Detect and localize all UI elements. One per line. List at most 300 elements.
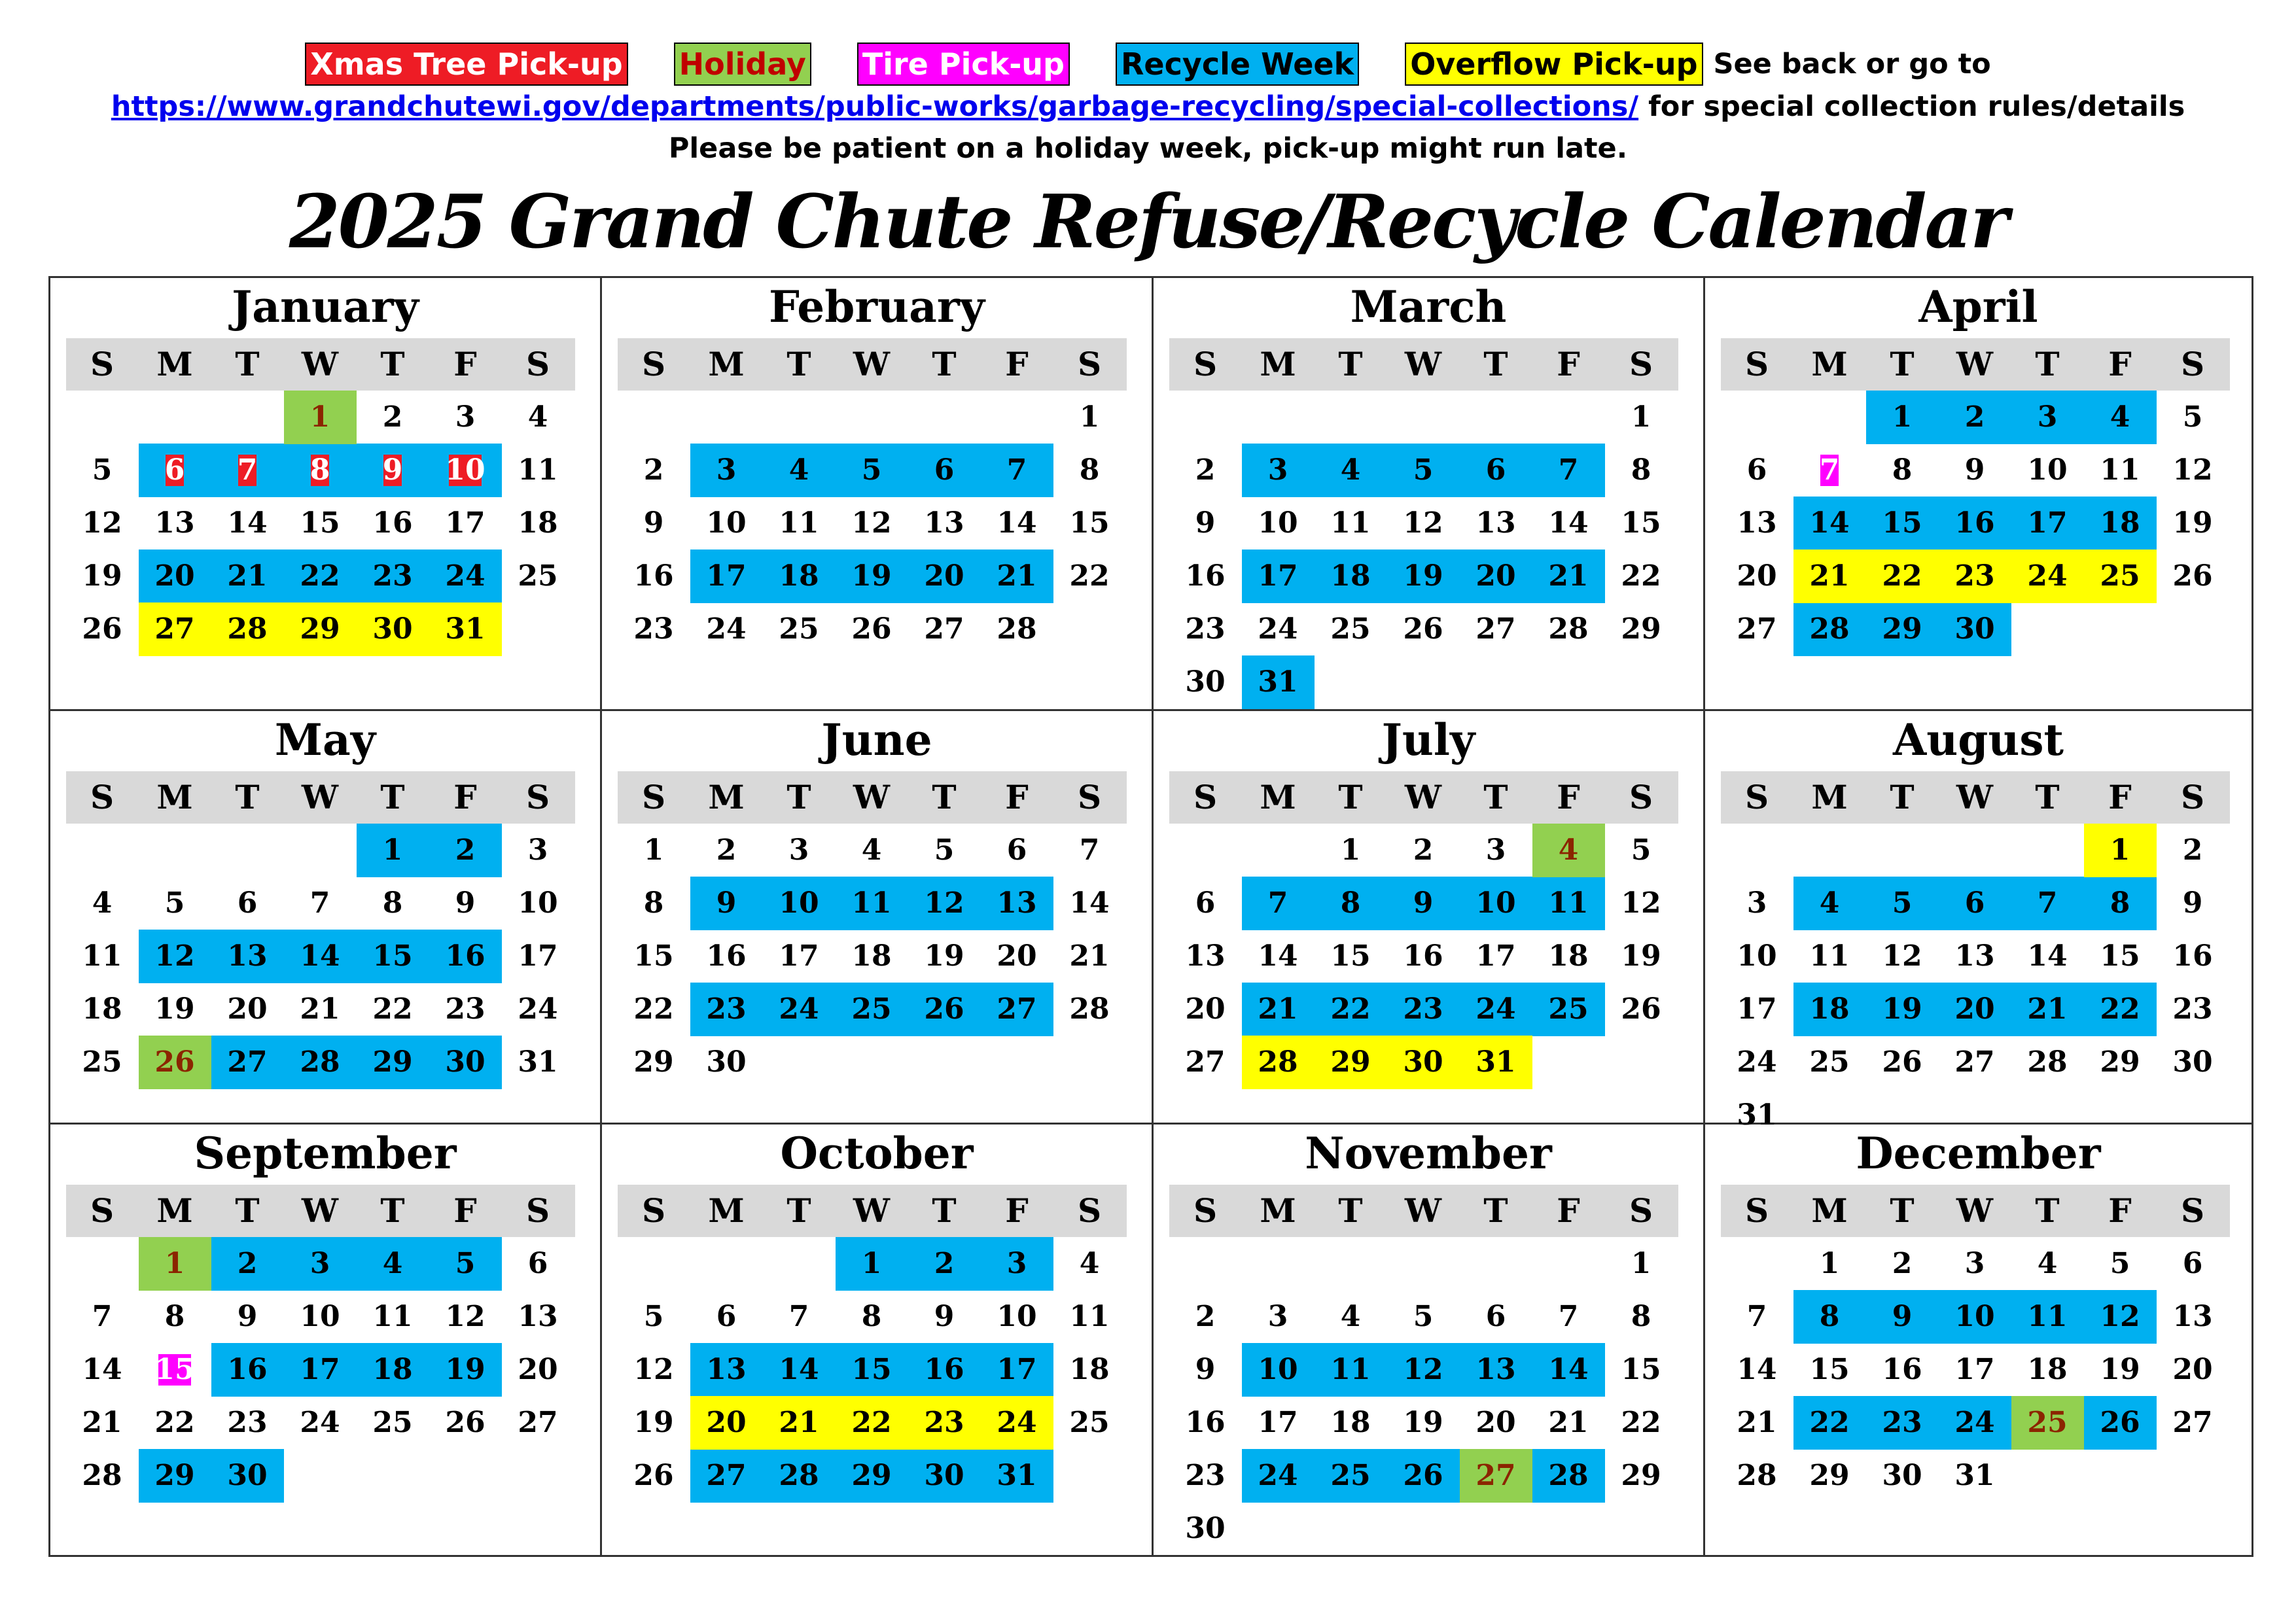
weekday-label: W (853, 1191, 891, 1230)
weekday-label: M (1811, 778, 1848, 816)
day-cell: 8 (1631, 1300, 1651, 1333)
month-december (1705, 1125, 2252, 1555)
month-may (50, 711, 602, 1125)
weekday-label: T (932, 345, 957, 383)
day-cell: 17 (1954, 1353, 1995, 1386)
weekday-label: T (380, 345, 405, 383)
day-cell: 15 (372, 939, 413, 973)
day-cell: 30 (924, 1459, 964, 1492)
day-cell: 27 (1954, 1045, 1995, 1079)
day-cell: 9 (1195, 506, 1216, 540)
day-cell: 21 (300, 992, 340, 1026)
day-cell: 27 (2172, 1406, 2213, 1439)
day-cell: 28 (1548, 1459, 1589, 1492)
day-cell: 21 (82, 1406, 122, 1439)
day-cell: 14 (779, 1353, 819, 1386)
day-cell: 4 (92, 886, 113, 920)
weekday-label: T (380, 778, 405, 816)
day-cell: 31 (518, 1045, 558, 1079)
weekday-label: T (235, 345, 260, 383)
day-cell: 23 (1185, 1459, 1226, 1492)
day-cell: 10 (518, 886, 558, 920)
day-cell: 3 (309, 1247, 330, 1280)
day-cell: 15 (1621, 1353, 1661, 1386)
weekday-label: F (1005, 1191, 1029, 1230)
day-cell: 4 (527, 400, 548, 434)
weekday-label: T (1890, 1191, 1915, 1230)
weekday-label: F (1557, 345, 1580, 383)
day-cell: 28 (1548, 612, 1589, 646)
day-cell: 5 (2182, 400, 2203, 434)
weekday-label: T (1890, 778, 1915, 816)
day-cell: 14 (1069, 886, 1110, 920)
month-november (1154, 1125, 1705, 1555)
weekday-label: S (1629, 778, 1653, 816)
day-cell: 20 (227, 992, 268, 1026)
day-cell: 6 (527, 1247, 548, 1280)
day-cell: 5 (1631, 833, 1651, 867)
day-cell: 26 (1403, 1459, 1443, 1492)
weekday-label: M (156, 1191, 193, 1230)
day-cell: 20 (1185, 992, 1226, 1026)
day-cell: 24 (1475, 992, 1516, 1026)
day-cell: 13 (1954, 939, 1995, 973)
day-cell: 10 (445, 453, 486, 487)
day-cell: 21 (1809, 559, 1850, 593)
day-cell: 2 (382, 400, 403, 434)
day-cell: 24 (445, 559, 486, 593)
day-cell: 17 (518, 939, 558, 973)
day-cell: 2 (1195, 453, 1216, 487)
day-cell: 26 (82, 612, 122, 646)
day-cell: 7 (237, 453, 258, 487)
day-cell: 7 (1819, 453, 1840, 487)
weekday-label: W (1404, 778, 1442, 816)
day-cell: 18 (1069, 1353, 1110, 1386)
day-cell: 22 (1621, 559, 1661, 593)
day-cell: 29 (2100, 1045, 2140, 1079)
month-title: February (768, 281, 985, 332)
link-line (0, 90, 2296, 123)
day-cell: 17 (706, 559, 747, 593)
calendar-grid (48, 276, 2253, 1557)
weekday-label: F (2108, 345, 2132, 383)
day-cell: 22 (1069, 559, 1110, 593)
day-cell: 6 (716, 1300, 737, 1333)
day-cell: 28 (2027, 1045, 2068, 1079)
day-cell: 23 (2172, 992, 2213, 1026)
day-cell: 9 (455, 886, 476, 920)
day-cell: 26 (1621, 992, 1661, 1026)
day-cell: 7 (1267, 886, 1288, 920)
weekday-label: S (1629, 345, 1653, 383)
day-cell: 3 (1267, 453, 1288, 487)
day-cell: 22 (1330, 992, 1371, 1026)
day-cell: 3 (716, 453, 737, 487)
day-cell: 12 (851, 506, 892, 540)
month-title: August (1893, 714, 2064, 765)
day-cell: 13 (518, 1300, 558, 1333)
weekday-label: W (301, 345, 339, 383)
day-cell: 16 (924, 1353, 964, 1386)
day-cell: 12 (154, 939, 195, 973)
day-cell: 9 (1195, 1353, 1216, 1386)
day-cell: 25 (2100, 559, 2140, 593)
weekday-label: F (1005, 778, 1029, 816)
day-cell: 26 (1403, 612, 1443, 646)
day-cell: 24 (2027, 559, 2068, 593)
day-cell: 13 (1475, 506, 1516, 540)
day-cell: 10 (300, 1300, 340, 1333)
legend-item-overflow-pick-up: Overflow Pick-up (1405, 43, 1703, 86)
day-cell: 19 (924, 939, 964, 973)
day-cell: 24 (1954, 1406, 1995, 1439)
day-cell: 7 (1746, 1300, 1767, 1333)
day-cell: 13 (924, 506, 964, 540)
day-cell: 20 (706, 1406, 747, 1439)
day-cell: 8 (861, 1300, 882, 1333)
day-cell: 4 (1558, 833, 1579, 867)
day-cell: 23 (1185, 612, 1226, 646)
day-cell: 31 (1475, 1045, 1516, 1079)
day-cell: 2 (455, 833, 476, 867)
day-cell: 7 (92, 1300, 113, 1333)
day-cell: 12 (82, 506, 122, 540)
day-cell: 3 (1964, 1247, 1985, 1280)
weekday-label: T (2035, 345, 2060, 383)
day-cell: 14 (1809, 506, 1850, 540)
day-cell: 16 (1403, 939, 1443, 973)
day-cell: 14 (1548, 1353, 1589, 1386)
day-cell: 15 (633, 939, 674, 973)
day-cell: 9 (237, 1300, 258, 1333)
day-cell: 6 (1746, 453, 1767, 487)
day-cell: 27 (227, 1045, 268, 1079)
day-cell: 4 (1340, 453, 1361, 487)
day-cell: 25 (518, 559, 558, 593)
day-cell: 29 (1621, 1459, 1661, 1492)
day-cell: 19 (1403, 1406, 1443, 1439)
weekday-label: W (1956, 1191, 1994, 1230)
day-cell: 13 (227, 939, 268, 973)
day-cell: 29 (633, 1045, 674, 1079)
day-cell: 5 (164, 886, 185, 920)
weekday-label: W (301, 1191, 339, 1230)
day-cell: 16 (227, 1353, 268, 1386)
day-cell: 15 (1882, 506, 1922, 540)
day-cell: 10 (1737, 939, 1777, 973)
day-cell: 10 (1475, 886, 1516, 920)
day-cell: 14 (227, 506, 268, 540)
day-cell: 19 (82, 559, 122, 593)
day-cell: 7 (1006, 453, 1027, 487)
day-cell: 8 (1079, 453, 1100, 487)
weekday-label: M (1811, 345, 1848, 383)
month-title: January (232, 281, 419, 332)
month-august (1705, 711, 2252, 1132)
special-collections-link[interactable]: https://www.grandchutewi.gov/departments/public-works/garbage-recycling/special-collections/ (111, 90, 1639, 123)
month-title: July (1381, 714, 1475, 765)
day-cell: 17 (300, 1353, 340, 1386)
weekday-label: S (1077, 1191, 1102, 1230)
day-cell: 19 (445, 1353, 486, 1386)
day-cell: 1 (1631, 400, 1651, 434)
day-cell: 12 (1403, 1353, 1443, 1386)
day-cell: 13 (154, 506, 195, 540)
month-title: September (194, 1128, 457, 1179)
weekday-label: W (853, 778, 891, 816)
day-cell: 26 (924, 992, 964, 1026)
day-cell: 30 (1403, 1045, 1443, 1079)
weekday-label: M (1260, 778, 1296, 816)
day-cell: 29 (851, 1459, 892, 1492)
day-cell: 23 (372, 559, 413, 593)
weekday-label: S (641, 778, 666, 816)
day-cell: 9 (1892, 1300, 1913, 1333)
day-cell: 25 (372, 1406, 413, 1439)
day-cell: 2 (2182, 833, 2203, 867)
day-cell: 17 (779, 939, 819, 973)
day-cell: 18 (1809, 992, 1850, 1026)
day-cell: 14 (1737, 1353, 1777, 1386)
weekday-label: M (1811, 1191, 1848, 1230)
weekday-label: F (1557, 778, 1580, 816)
day-cell: 29 (154, 1459, 195, 1492)
day-cell: 8 (164, 1300, 185, 1333)
day-cell: 4 (1819, 886, 1840, 920)
day-cell: 27 (924, 612, 964, 646)
day-cell: 25 (82, 1045, 122, 1079)
day-cell: 22 (1882, 559, 1922, 593)
day-cell: 26 (1882, 1045, 1922, 1079)
weekday-label: T (1890, 345, 1915, 383)
month-title: March (1350, 281, 1507, 332)
day-cell: 20 (924, 559, 964, 593)
day-cell: 21 (1258, 992, 1298, 1026)
weekday-label: S (641, 345, 666, 383)
month-title: May (274, 714, 376, 765)
day-cell: 15 (1809, 1353, 1850, 1386)
day-cell: 23 (1882, 1406, 1922, 1439)
day-cell: 2 (643, 453, 664, 487)
day-cell: 24 (1258, 1459, 1298, 1492)
day-cell: 2 (1195, 1300, 1216, 1333)
legend-item-recycle-week: Recycle Week (1116, 43, 1359, 86)
day-cell: 5 (643, 1300, 664, 1333)
day-cell: 16 (1185, 1406, 1226, 1439)
day-cell: 13 (1185, 939, 1226, 973)
day-cell: 13 (1737, 506, 1777, 540)
weekday-label: S (1744, 1191, 1769, 1230)
day-cell: 8 (2110, 886, 2130, 920)
legend-item-holiday: Holiday (674, 43, 811, 86)
legend-item-tire-pick-up: Tire Pick-up (857, 43, 1070, 86)
day-cell: 25 (851, 992, 892, 1026)
day-cell: 13 (2172, 1300, 2213, 1333)
day-cell: 26 (445, 1406, 486, 1439)
day-cell: 3 (788, 833, 809, 867)
day-cell: 14 (2027, 939, 2068, 973)
day-cell: 1 (1340, 833, 1361, 867)
day-cell: 11 (1330, 1353, 1371, 1386)
day-cell: 24 (1258, 612, 1298, 646)
day-cell: 31 (1954, 1459, 1995, 1492)
day-cell: 24 (300, 1406, 340, 1439)
day-cell: 11 (851, 886, 892, 920)
day-cell: 6 (2182, 1247, 2203, 1280)
day-cell: 12 (2100, 1300, 2140, 1333)
day-cell: 31 (445, 612, 486, 646)
day-cell: 3 (1006, 1247, 1027, 1280)
day-cell: 1 (164, 1247, 185, 1280)
day-cell: 18 (1548, 939, 1589, 973)
day-cell: 17 (1475, 939, 1516, 973)
weekday-label: F (1557, 1191, 1580, 1230)
day-cell: 3 (1267, 1300, 1288, 1333)
day-cell: 10 (706, 506, 747, 540)
day-cell: 28 (997, 612, 1037, 646)
day-cell: 11 (779, 506, 819, 540)
day-cell: 17 (1737, 992, 1777, 1026)
day-cell: 25 (779, 612, 819, 646)
day-cell: 2 (934, 1247, 955, 1280)
day-cell: 1 (2110, 833, 2130, 867)
day-cell: 12 (1621, 886, 1661, 920)
day-cell: 9 (1413, 886, 1434, 920)
day-cell: 15 (300, 506, 340, 540)
day-cell: 20 (154, 559, 195, 593)
day-cell: 20 (1737, 559, 1777, 593)
day-cell: 16 (445, 939, 486, 973)
day-cell: 18 (2027, 1353, 2068, 1386)
day-cell: 9 (1964, 453, 1985, 487)
day-cell: 8 (309, 453, 330, 487)
day-cell: 13 (997, 886, 1037, 920)
day-cell: 1 (382, 833, 403, 867)
day-cell: 30 (1882, 1459, 1922, 1492)
weekday-label: W (1956, 778, 1994, 816)
weekday-label: S (2180, 778, 2205, 816)
day-cell: 18 (779, 559, 819, 593)
day-cell: 5 (455, 1247, 476, 1280)
day-cell: 28 (1258, 1045, 1298, 1079)
day-cell: 31 (997, 1459, 1037, 1492)
weekday-label: T (1483, 1191, 1508, 1230)
weekday-label: W (1956, 345, 1994, 383)
day-cell: 28 (227, 612, 268, 646)
day-cell: 14 (1258, 939, 1298, 973)
weekday-label: S (525, 778, 550, 816)
day-cell: 18 (372, 1353, 413, 1386)
weekday-label: T (235, 1191, 260, 1230)
day-cell: 9 (2182, 886, 2203, 920)
legend-tail-text: See back or go to (1713, 48, 1991, 80)
day-cell: 19 (633, 1406, 674, 1439)
day-cell: 7 (2037, 886, 2058, 920)
day-cell: 30 (445, 1045, 486, 1079)
weekday-label: M (1260, 1191, 1296, 1230)
weekday-label: S (1193, 345, 1218, 383)
day-cell: 2 (1964, 400, 1985, 434)
day-cell: 11 (1548, 886, 1589, 920)
day-cell: 8 (1340, 886, 1361, 920)
day-cell: 30 (706, 1045, 747, 1079)
day-cell: 23 (445, 992, 486, 1026)
day-cell: 11 (518, 453, 558, 487)
weekday-label: W (1404, 345, 1442, 383)
day-cell: 7 (788, 1300, 809, 1333)
day-cell: 30 (372, 612, 413, 646)
day-cell: 1 (1892, 400, 1913, 434)
day-cell: 10 (1258, 506, 1298, 540)
day-cell: 21 (2027, 992, 2068, 1026)
day-cell: 2 (1892, 1247, 1913, 1280)
day-cell: 31 (1737, 1098, 1777, 1132)
day-cell: 1 (643, 833, 664, 867)
day-cell: 20 (997, 939, 1037, 973)
day-cell: 5 (1413, 1300, 1434, 1333)
day-cell: 1 (1631, 1247, 1651, 1280)
day-cell: 3 (1746, 886, 1767, 920)
month-september (50, 1125, 602, 1555)
day-cell: 29 (1882, 612, 1922, 646)
day-cell: 26 (633, 1459, 674, 1492)
weekday-label: T (1338, 778, 1363, 816)
day-cell: 4 (382, 1247, 403, 1280)
weekday-label: F (2108, 1191, 2132, 1230)
day-cell: 1 (1079, 400, 1100, 434)
day-cell: 28 (82, 1459, 122, 1492)
day-cell: 12 (2172, 453, 2213, 487)
weekday-label: S (525, 345, 550, 383)
day-cell: 1 (1819, 1247, 1840, 1280)
weekday-label: S (90, 778, 115, 816)
day-cell: 27 (1185, 1045, 1226, 1079)
day-cell: 28 (1809, 612, 1850, 646)
month-title: November (1305, 1128, 1552, 1179)
weekday-label: S (2180, 345, 2205, 383)
day-cell: 19 (2100, 1353, 2140, 1386)
day-cell: 17 (2027, 506, 2068, 540)
weekday-label: T (1483, 345, 1508, 383)
day-cell: 22 (1809, 1406, 1850, 1439)
weekday-label: M (156, 778, 193, 816)
day-cell: 30 (1185, 1512, 1226, 1545)
day-cell: 11 (82, 939, 122, 973)
weekday-label: T (380, 1191, 405, 1230)
day-cell: 27 (1475, 612, 1516, 646)
month-july (1154, 711, 1705, 1125)
day-cell: 4 (2110, 400, 2130, 434)
day-cell: 9 (934, 1300, 955, 1333)
day-cell: 16 (1954, 506, 1995, 540)
month-february (602, 278, 1154, 711)
day-cell: 2 (237, 1247, 258, 1280)
day-cell: 16 (2172, 939, 2213, 973)
day-cell: 26 (851, 612, 892, 646)
day-cell: 8 (1819, 1300, 1840, 1333)
day-cell: 5 (1892, 886, 1913, 920)
day-cell: 12 (924, 886, 964, 920)
day-cell: 26 (154, 1045, 195, 1079)
day-cell: 15 (1069, 506, 1110, 540)
day-cell: 20 (1475, 559, 1516, 593)
month-april (1705, 278, 2252, 711)
day-cell: 6 (1195, 886, 1216, 920)
day-cell: 15 (1330, 939, 1371, 973)
day-cell: 31 (1258, 665, 1298, 699)
day-cell: 22 (851, 1406, 892, 1439)
